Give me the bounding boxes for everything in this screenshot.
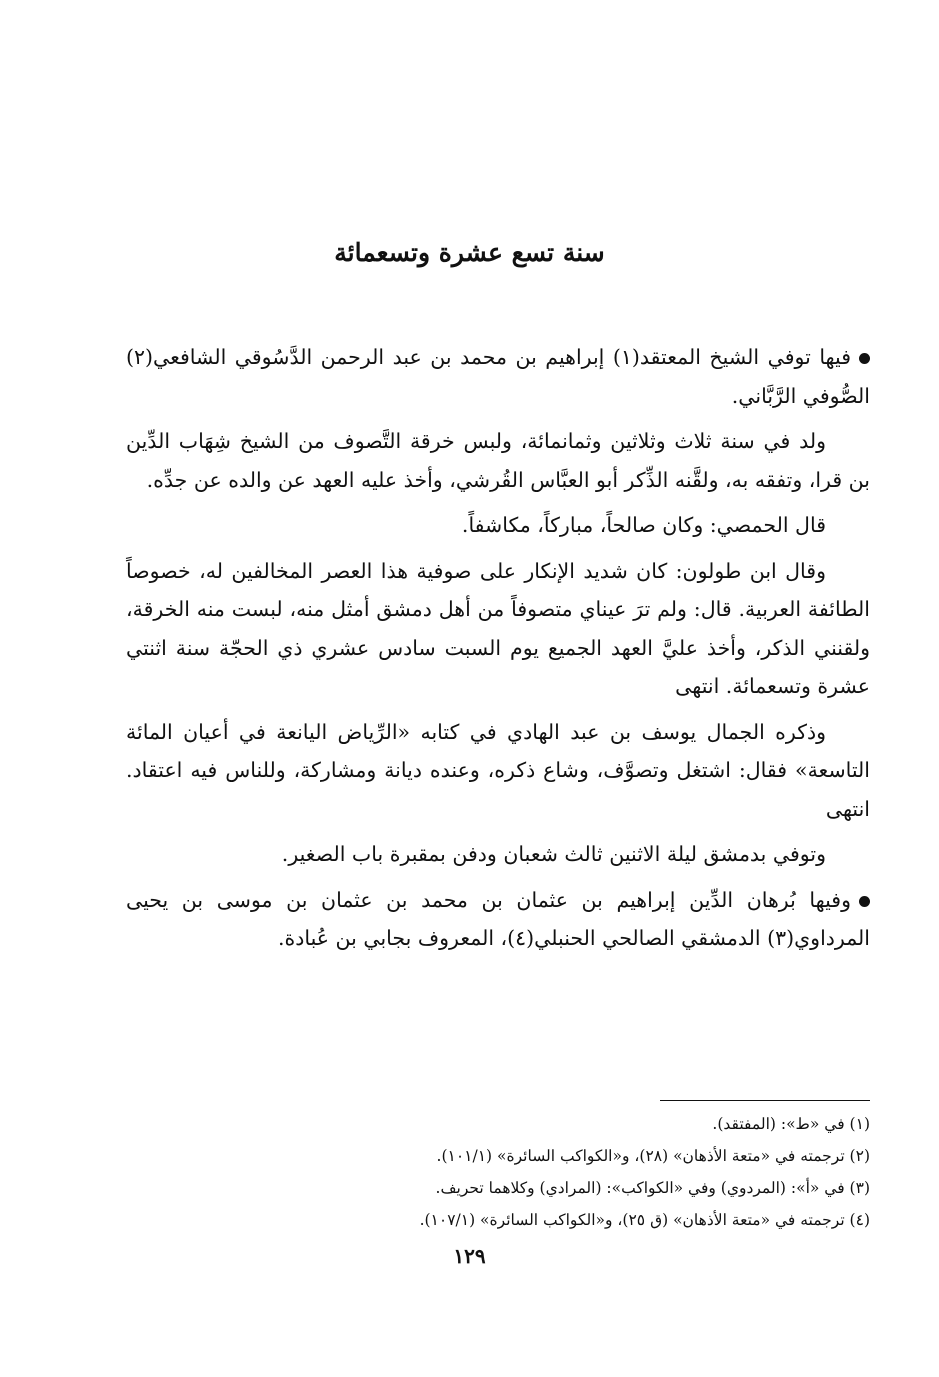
paragraph-ibn-tulun-quote — [126, 552, 870, 706]
footnote-2: (٢) ترجمته في «متعة الأذهان» (٢٨)، و«الكواكب السائرة» (١٠١/١). — [436, 1147, 870, 1165]
footnote-4: (٤) ترجمته في «متعة الأذهان» (ق ٢٥)، و«الكواكب السائرة» (١٠٧/١). — [419, 1211, 870, 1229]
paragraph-death-notice-ibrahim-dasuqi — [126, 338, 870, 415]
page-number: ١٢٩ — [453, 1244, 486, 1268]
paragraph-text: فيها توفي الشيخ المعتقد(١) إبراهيم بن محمد بن عبد الرحمن الدَّسُوقي الشافعي(٢) الصُّوفي الرَّبَّاني. — [126, 345, 870, 408]
paragraph-jamal-yusuf-quote — [126, 713, 870, 829]
paragraph-text: وتوفي بدمشق ليلة الاثنين ثالث شعبان ودفن بمقبرة باب الصغير. — [281, 842, 826, 866]
paragraph-burial — [126, 835, 870, 874]
footnote-1: (١) في «ط»: (المفتقد). — [712, 1115, 870, 1133]
section-heading: سنة تسع عشرة وتسعمائة — [334, 238, 605, 267]
paragraph-text: وقال ابن طولون: كان شديد الإنكار على صوفية هذا العصر المخالفين له، خصوصاً الطائفة العربية. قال: ولم ترَ عيناي متصوفاً من أهل دمشق أمثل منه، لبست منه الخرقة، ولقنني الذكر، وأخذ عليَّ العهد الجميع يوم السبت سادس عشري ذي الحجّة سنة اثنتي عشرة وتسعمائة. انتهى — [126, 558, 870, 698]
paragraph-text: وفيها بُرهان الدِّين إبراهيم بن عثمان بن محمد بن عثمان بن موسى بن يحيى المرداوي(٣) الدمشقي الصالحي الحنبلي(٤)، المعروف بجابي بن عُبادة. — [126, 887, 870, 950]
paragraph-text: ولد في سنة ثلاث وثلاثين وثمانمائة، ولبس خرقة التَّصوف من الشيخ شِهَاب الدِّين بن قرا، وتفقه به، ولقَّنه الذِّكر أبو العبَّاس القُرشي، وأخذ عليه العهد عن والده عن جدِّه. — [126, 429, 870, 492]
paragraph-death-notice-burhan-mardawi — [126, 881, 870, 958]
body-text — [126, 338, 870, 965]
paragraph-himsi-quote — [126, 506, 870, 545]
footnote-3: (٣) في «أ»: (المردوي) وفي «الكواكب»: (المرادي) وكلاهما تحريف. — [435, 1179, 870, 1197]
paragraph-text: قال الحمصي: وكان صالحاً، مباركاً، مكاشفاً. — [461, 513, 826, 537]
bullet-icon — [859, 353, 870, 364]
paragraph-birth — [126, 422, 870, 499]
footnote-divider — [660, 1100, 870, 1101]
footnotes — [126, 1108, 870, 1236]
paragraph-text: وذكره الجمال يوسف بن عبد الهادي في كتابه «الرِّياض اليانعة في أعيان المائة التاسعة» فقال: اشتغل وتصوَّف، وشاع ذكره، وعنده ديانة ومشاركة، وللناس فيه اعتقاد. انتهى — [126, 719, 870, 821]
bullet-icon — [859, 896, 870, 907]
